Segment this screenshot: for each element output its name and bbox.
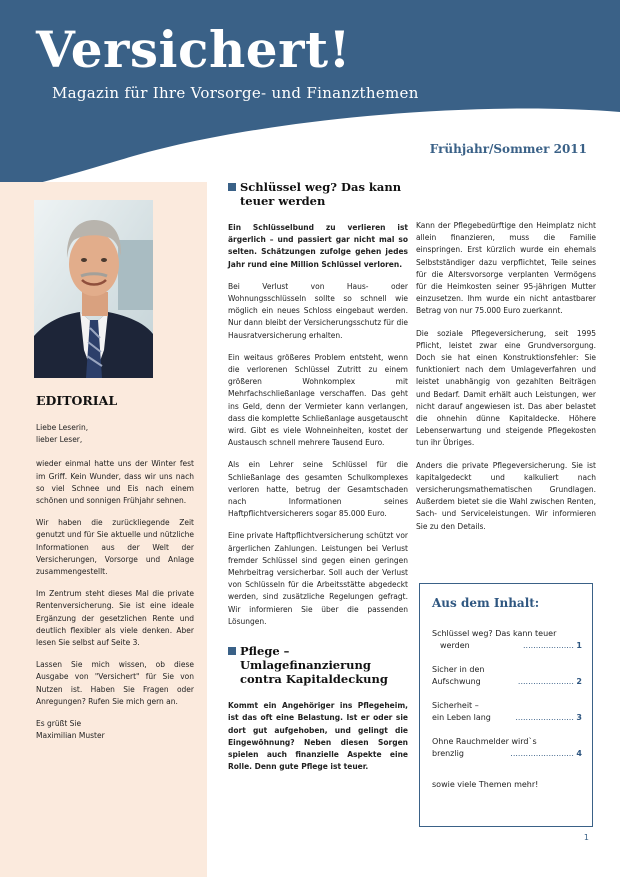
article2-heading — [228, 644, 408, 686]
toc-item[interactable] — [432, 700, 582, 724]
article1-paragraph: Bei Verlust von Haus- oder Wohnungsschlüsseln sollte so schnell wie möglich ein neues Schloss eingebaut werden. Nur dann bleibt der Versicherungsschutz für die Hausratversicherung erhalten. — [228, 281, 408, 340]
toc-item[interactable] — [432, 628, 582, 652]
toc-item-line1: Sicher in den — [432, 665, 485, 674]
toc-item[interactable] — [432, 664, 582, 688]
magazine-title: Versichert! — [36, 20, 351, 79]
toc-item-line1: Ohne Rauchmelder wird`s — [432, 737, 537, 746]
table-of-contents — [419, 583, 593, 827]
issue-label: Frühjahr/Sommer 2011 — [429, 142, 587, 156]
article1-heading — [228, 180, 408, 208]
toc-page-number: 4 — [576, 749, 582, 758]
article-column-2 — [416, 220, 596, 543]
toc-dots: .................... — [523, 641, 574, 650]
article1-lead: Ein Schlüsselbund zu verlieren ist ärgerlich – und passiert gar nicht mal so selten. Schätzungen zufolge gehen jedes Jahr rund eine Million Schlüssel verloren. — [228, 223, 408, 269]
toc-item[interactable] — [432, 736, 582, 760]
editorial-paragraph: Lassen Sie mich wissen, ob diese Ausgabe von "Versichert" für Sie von Nutzen ist. Haben Sie Fragen oder Anregungen? Rufen Sie mich gern an. — [36, 660, 194, 706]
editorial-paragraph: wieder einmal hatte uns der Winter fest im Griff. Kein Wunder, dass wir uns nach so viel Schnee und Eis nach einem schönen und sonnigen Frühjahr sehnen. — [36, 459, 194, 506]
toc-dots: ....................... — [515, 713, 574, 722]
article2-paragraph: Anders die private Pflegeversicherung. Sie ist kapitalgedeckt und kalkuliert nach versicherungsmathematischen Grundlagen. Außerdem bietet sie die Wahl zwischen Renten, Sach- und Serviceleistungen. Wir informieren Sie zu den Details. — [416, 460, 596, 531]
toc-item-line1: Schlüssel weg? Das kann teuer — [432, 629, 557, 638]
toc-item-line2: brenzlig — [432, 749, 464, 758]
toc-dots: ......................... — [510, 749, 574, 758]
toc-heading: Aus dem Inhalt: — [432, 596, 540, 610]
article1-heading-text: Schlüssel weg? Das kann teuer werden — [240, 180, 402, 208]
editorial-heading: EDITORIAL — [36, 393, 118, 408]
heading-square-icon — [228, 183, 236, 191]
article2-heading-text: Pflege – Umlagefinanzierung contra Kapitaldeckung — [240, 644, 388, 687]
toc-item-line2: werden — [440, 641, 470, 650]
article1-paragraph: Als ein Lehrer seine Schlüssel für die Schließanlage des gesamten Schulkomplexes verloren hatte, betrug der Gesamtschaden nach Informationen seines Haftpflichtversicherers sogar 85.000 Euro. — [228, 460, 408, 519]
toc-page-number: 2 — [576, 677, 582, 686]
toc-item-line2: Aufschwung — [432, 677, 481, 686]
toc-item-line1: Sicherheit – — [432, 701, 479, 710]
toc-dots: ...................... — [517, 677, 574, 686]
editorial-paragraph: Wir haben die zurückliegende Zeit genutzt und für Sie aktuelle und nützliche Informationen aus der Welt der Versicherungen, Vorsorge und Anlage zusammengestellt. — [36, 518, 194, 577]
toc-item-line2: ein Leben lang — [432, 713, 491, 722]
editorial-signoff — [36, 718, 194, 742]
toc-more-topics: sowie viele Themen mehr! — [432, 780, 539, 789]
page-number: 1 — [583, 833, 589, 842]
editorial-section — [36, 385, 194, 752]
toc-page-number: 3 — [576, 713, 582, 722]
greeting-line-1: Liebe Leserin, — [36, 423, 89, 432]
editorial-greeting — [36, 422, 194, 446]
greeting-line-2: lieber Leser, — [36, 435, 83, 445]
editorial-paragraph: Im Zentrum steht dieses Mal die private Rentenversicherung. Sie ist eine ideale Ergänzung der gesetzlichen Rente und deutlich flexibler als viele denken. Aber lesen Sie selbst auf Seite 3. — [36, 589, 194, 648]
author-photo — [34, 200, 153, 378]
article-column-1 — [228, 180, 408, 783]
article2-lead: Kommt ein Angehöriger ins Pflegeheim, ist das oft eine Belastung. Ist er oder sie dort gut aufgehoben, und gelingt die Eingewöhnung? Neben diesen Sorgen spielen auch finanzielle Aspekte eine Rolle. Denn gute Pflege ist teuer. — [228, 701, 408, 772]
article2-paragraph: Die soziale Pflegeversicherung, seit 1995 Pflicht, leistet zwar eine Grundversorgung. Doch sie hat einen Konstruktionsfehler: Sie funktioniert nach dem Umlageverfahren und leistet unabhängig von gezahlten Beiträgen und Bedarf. Damit erhält auch Leistungen, wer nicht darauf angewiesen ist. Das aber belastet die ohnehin dünne Kapitaldecke. Höhere Lebenserwartung und steigende Pflegekosten tun ihr Übriges. — [416, 328, 596, 448]
article1-paragraph: Ein weitaus größeres Problem entsteht, wenn die verlorenen Schlüssel Zutritt zu einem größeren Wohnkomplex mit Mehrfachschließanlage verschaffen. Das geht ins Geld, denn der Vermieter kann verlangen, dass die komplette Schließanlage ausgetauscht wird. Gibt es viele Wohneinheiten, kostet der Austausch schnell mehrere Tausend Euro. — [228, 352, 408, 448]
article1-paragraph: Eine private Haftpflichtversicherung schützt vor ärgerlichen Zahlungen. Leistungen bei Verlust fremder Schlüssel sind gegen einen geringen Mehrbeitrag versicherbar. Soll auch der Verlust von Schlüsseln für die Arbeitsstätte abgedeckt werden, sind zusätzliche Regelungen gefragt. Wir informieren Sie über die passenden Lösungen. — [228, 531, 408, 626]
closing-text: Es grüßt Sie — [36, 719, 82, 729]
heading-square-icon — [228, 647, 236, 655]
toc-page-number: 1 — [576, 641, 582, 650]
magazine-subtitle: Magazin für Ihre Vorsorge- und Finanzthemen — [52, 84, 419, 102]
article2-paragraph: Kann der Pflegebedürftige den Heimplatz nicht allein finanzieren, muss die Familie einspringen. Erst kürzlich wurde ein ehemals Selbstständiger dazu verpflichtet, Teile seines für die Altersvorsorge verplanten Vermögens für die Heimkosten seiner 95-jährigen Mutter einzusetzen. Ihm wurde ein nicht antastbarer Betrag von nur 75.000 Euro zuerkannt. — [416, 221, 596, 316]
signature: Maximilian Muster — [36, 731, 105, 741]
